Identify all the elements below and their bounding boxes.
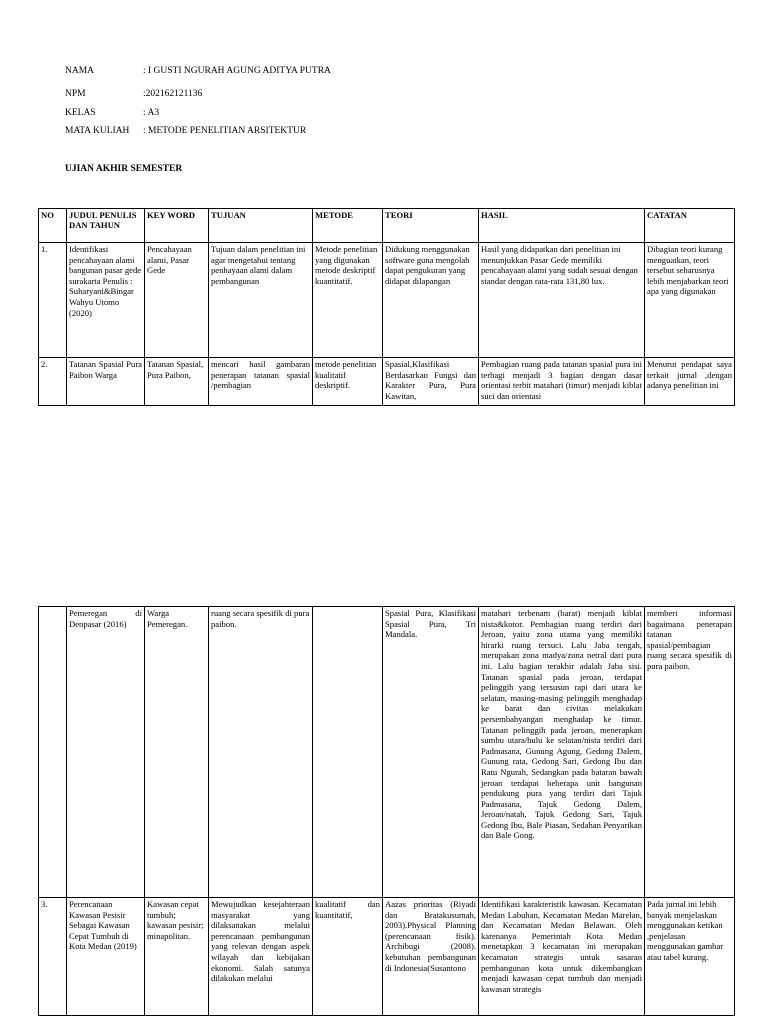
cell-keyword: Tatanan Spasial, Pura Paibon, xyxy=(145,358,209,406)
cell-judul: Identifikasi pencahayaan alami bangunan pasar gede surakarta Penulis : Suharyani&Bingar Wahyu Utomo (2020) xyxy=(67,243,145,358)
table-row xyxy=(39,898,735,1016)
nama-value: : I GUSTI NGURAH AGUNG ADITYA PUTRA xyxy=(143,66,331,76)
kelas-label: KELAS xyxy=(65,108,96,118)
header-mata-kuliah xyxy=(65,125,306,137)
review-table-page-2 xyxy=(38,606,735,1016)
cell-tujuan: ruang secara spesifik di pura paibon. xyxy=(209,607,313,898)
mata-kuliah-label: MATA KULIAH xyxy=(65,126,130,136)
cell-teori: Spasial Pura, Klasifikasi Spasial Pura, Tri Mandala. xyxy=(383,607,479,898)
cell-no: 2. xyxy=(39,358,67,406)
nama-label: NAMA xyxy=(65,66,95,76)
col-header-keyword: KEY WORD xyxy=(145,209,209,243)
table-header-row xyxy=(39,209,735,243)
cell-keyword: Kawasan cepat tumbuh; kawasan pesisir; minapolitan. xyxy=(145,898,209,1016)
cell-no: 3. xyxy=(39,898,67,1016)
cell-tujuan: Tujuan dalam penelitian ini agar mengetahui tentang penhayaan alami dalam pembangunan xyxy=(209,243,313,358)
cell-no: 1. xyxy=(39,243,67,358)
cell-hasil: Pembagian ruang pada tatanan spasial pura ini terbagi menjadi 3 bagian dengan dasar orientasi terbit matahari (timur) menjadi kiblat suci dan orientasi xyxy=(479,358,645,406)
cell-keyword: Warga Pemeregan. xyxy=(145,607,209,898)
col-header-catatan: CATATAN xyxy=(645,209,735,243)
table-row xyxy=(39,358,735,406)
npm-label: NPM xyxy=(65,89,86,99)
cell-judul: Perencanaan Kawasan Pesisir Sebagai Kawasan Cepat Tumbuh di Kota Medan (2019) xyxy=(67,898,145,1016)
cell-judul: Pemeregan di Denpasar (2016) xyxy=(67,607,145,898)
col-header-hasil: HASIL xyxy=(479,209,645,243)
col-header-teori: TEORI xyxy=(383,209,479,243)
cell-catatan: Dibagian teori kurang menguatkan, teori tersebut seharusnya lebih menjabarkan teori apa yang digunakan xyxy=(645,243,735,358)
cell-keyword: Pencahayaan alami, Pasar Gede xyxy=(145,243,209,358)
col-header-no: NO xyxy=(39,209,67,243)
cell-judul: Tatanan Spasial Pura Paibon Warga xyxy=(67,358,145,406)
cell-metode xyxy=(313,607,383,898)
cell-catatan: Menurut pendapat saya terkait jurnal ,dengan adanya penelitian ini xyxy=(645,358,735,406)
header-npm xyxy=(65,88,202,100)
col-header-metode: METODE xyxy=(313,209,383,243)
cell-hasil: Identifikasi karakteristik kawasan. Kecamatan Medan Labuhan, Kecamatan Medan Marelan, dan Kecamatan Medan Belawan. Oleh karenanya Pemerintah Kota Medan menetapkan 3 kecamatan ini merupakan kecamatan strategis untuk sasaran pembangunan kota untuk dikembangkan menjadi kawasan cepat tumbuh dan menjadi kawasan strategis xyxy=(479,898,645,1016)
cell-hasil: matahari terbenam (barat) menjadi kiblat nista&kotor. Pembagian ruang terdiri dari Jeroan, yaitu zona utama yang memiliki hirarki ruang tersuci. Lalu Jaba tengah, merupakan zona madya/zona netral dari pura ini. Lalu bagian terakhir adalah Jaba sisi. Tatanan spasial pada jeroan, terdapat pelinggih yang tersusun rapi dari utara ke selatan, masing-masing pelinggih menghadap ke barat dan civitas melakukan persembahyangan menghadap ke timur. Tatanan pelinggih pada jeroan, menerapkan sumbu utara/hulu ke selatan/nista terdiri dari Padmasana, Gunung Agung, Gedong Dalem, Gunung rata, Gedong Sari, Gedong Ibu dan Ratu Ngurah, Sedangkan pada bataran bawah jeroan terdapat beberapa unit bangunan pendukung pura yang terdiri dari Tajuk Padmasana, Tajuk Gedong Dalem, Jeroan/natah, Tajuk Gedong Sari, Tajuk Gedong Ibu, Bale Piasan, Sedahan Penyarikan dan Bale Gong. xyxy=(479,607,645,898)
exam-title: UJIAN AKHIR SEMESTER xyxy=(65,164,183,174)
table-row xyxy=(39,243,735,358)
header-kelas xyxy=(65,107,159,119)
kelas-value: : A3 xyxy=(143,108,160,118)
cell-metode: Metode penelitian yang digunakan metode deskriptif kuantitatif. xyxy=(313,243,383,358)
cell-catatan: memberi informasi bagaimana penerapan tatanan spasial/pembagian ruang secara spesifik di pura paibon. xyxy=(645,607,735,898)
cell-metode: metode penelitian kualitatif deskriptif. xyxy=(313,358,383,406)
header-nama xyxy=(65,65,331,77)
review-table-page-1 xyxy=(38,208,735,406)
cell-teori: Spasial,Klasifikasi Berdasarkan Fungsi dan Karakter Pura, Pura Kawitan, xyxy=(383,358,479,406)
cell-teori: Didukung menggunakan software guna mengolah dapat pengukuran yang didapat dilapangan xyxy=(383,243,479,358)
cell-teori: Aazas prioritas (Riyadi dan Bratakusumah, 2003).Physical Planning (perencanaan fisik). Archibugi (2008). kebutuhan pembangunan di Indonesia(Susantono xyxy=(383,898,479,1016)
mata-kuliah-value: : METODE PENELITIAN ARSITEKTUR xyxy=(143,126,307,136)
cell-tujuan: mencari hasil gambaran penerapan tatanan spasial /pembagian xyxy=(209,358,313,406)
cell-hasil: Hasil yang didapatkan dari penelitian ini menunjukkan Pasar Gede memiliki pencahayaan alami yang sudah sesuai dengan standar dengan rata-rata 131,80 lux. xyxy=(479,243,645,358)
cell-catatan: Pada jurnal ini lebih banyak menjelaskan menggunakan ketikan ,penjelasan menggunakan gambar atau tabel kurang. xyxy=(645,898,735,1016)
npm-value: :202162121136 xyxy=(143,89,203,99)
col-header-tujuan: TUJUAN xyxy=(209,209,313,243)
col-header-judul: JUDUL PENULIS DAN TAHUN xyxy=(67,209,145,243)
cell-tujuan: Mewujudkan kesejahteraan masyarakat yang dilaksanakan melalui perencanaan pembangunan yang relevan dengan aspek wilayah dan kebijakan ekonomi. Salah satunya dilakukan melalui xyxy=(209,898,313,1016)
table-row xyxy=(39,607,735,898)
cell-metode: kualitatif dan kuantitatif, xyxy=(313,898,383,1016)
cell-no xyxy=(39,607,67,898)
